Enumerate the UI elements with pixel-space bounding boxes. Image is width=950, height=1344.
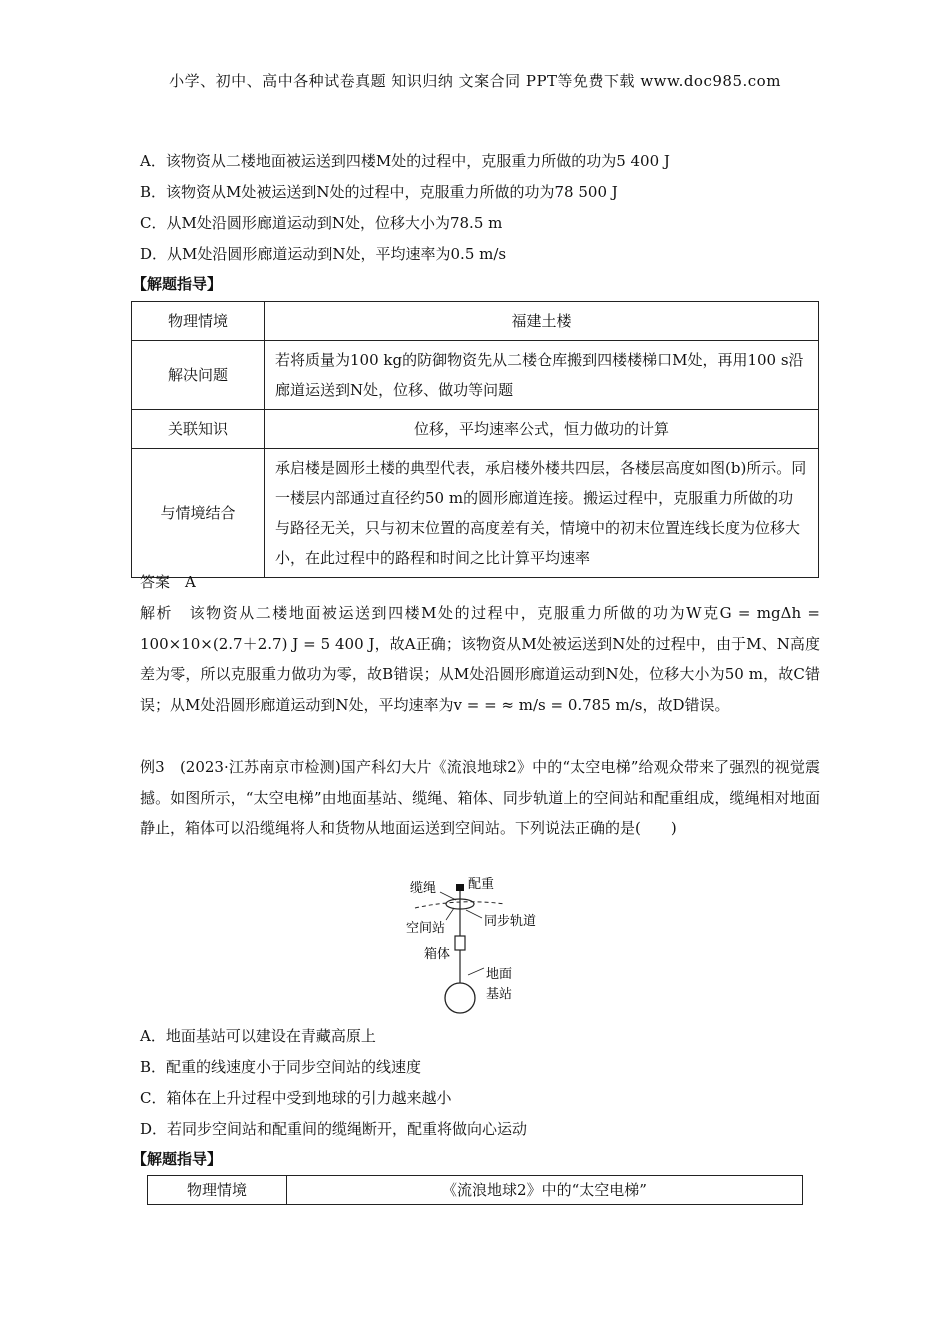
q2-option-d: D．从M处沿圆形廊道运动到N处，平均速率为0.5 m/s: [140, 245, 507, 263]
orbit-label: 同步轨道: [484, 914, 537, 929]
counterweight-shape: [456, 884, 464, 891]
cable-leader: [440, 892, 456, 900]
table-content: 福建土楼: [265, 302, 819, 341]
space-elevator-figure: [400, 870, 560, 1015]
q3-option-b: B．配重的线速度小于同步空间站的线速度: [140, 1058, 422, 1076]
table-label: 关联知识: [132, 410, 265, 449]
ground-leader: [468, 968, 484, 975]
q2-analysis: 解析 该物资从二楼地面被运送到四楼M处的过程中，克服重力所做的功为W克G = mgΔh = 100×10×(2.7＋2.7) J = 5 400 J，故A正确；该物资从M处被运送到N处的过程中，由于M、N高度差为零，所以克服重力做功为零，故B错误；从M处沿圆形廊道运动到N处，位移大小为50 m，故C错误；从M处沿圆形廊道运动到N处，平均速率为v = = ≈ m/s = 0.785 m/s，故D错误。: [140, 604, 820, 714]
q3-stem: 例3 (2023·江苏南京市检测)国产科幻大片《流浪地球2》中的“太空电梯”给观众带来了强烈的视觉震撼。如图所示，“太空电梯”由地面基站、缆绳、箱体、同步轨道上的空间站和配重组成，缆绳相对地面静止，箱体可以沿缆绳将人和货物从地面运送到空间站。下列说法正确的是( ): [140, 758, 820, 837]
q2-option-c: C．从M处沿圆形廊道运动到N处，位移大小为78.5 m: [140, 214, 503, 232]
q3-option-d: D．若同步空间站和配重间的缆绳断开，配重将做向心运动: [140, 1120, 528, 1138]
table-row: [132, 341, 819, 410]
table-row: [132, 410, 819, 449]
q2-option-b: B．该物资从M处被运送到N处的过程中，克服重力所做的功为78 500 J: [140, 183, 618, 201]
table-content: 《流浪地球2》中的“太空电梯”: [287, 1176, 803, 1205]
table-content: 位移，平均速率公式，恒力做功的计算: [265, 410, 819, 449]
box-shape: [455, 936, 465, 950]
table-label: 物理情境: [132, 302, 265, 341]
earth-circle: [445, 983, 475, 1013]
station-leader: [446, 908, 454, 920]
table-row: [148, 1176, 803, 1205]
table-row: [132, 449, 819, 578]
q2-guide-title: 【解题指导】: [132, 275, 223, 293]
q3-guide-table: [147, 1175, 803, 1205]
q2-answer: 答案 A: [140, 573, 196, 591]
table-label: 物理情境: [148, 1176, 287, 1205]
table-content: 承启楼是圆形土楼的典型代表，承启楼外楼共四层，各楼层高度如图(b)所示。同一楼层内部通过直径约50 m的圆形廊道连接。搬运过程中，克服重力所做的功与路径无关，只与初末位置的高度差有关，情境中的初末位置连线长度为位移大小，在此过程中的路程和时间之比计算平均速率: [265, 449, 819, 578]
table-label: 解决问题: [132, 341, 265, 410]
box-label: 箱体: [424, 947, 451, 962]
table-label: 与情境结合: [132, 449, 265, 578]
q3-option-c: C．箱体在上升过程中受到地球的引力越来越小: [140, 1089, 452, 1107]
counterweight-label: 配重: [468, 877, 495, 892]
table-content: 若将质量为100 kg的防御物资先从二楼仓库搬到四楼楼梯口M处，再用100 s沿廊道运送到N处，位移、做功等问题: [265, 341, 819, 410]
orbit-leader: [466, 910, 482, 918]
cable-label: 缆绳: [410, 881, 437, 896]
q3-guide-title: 【解题指导】: [132, 1150, 223, 1168]
table-row: [132, 302, 819, 341]
q2-guide-table: [131, 301, 819, 578]
ground-label-1: 地面: [486, 967, 513, 982]
q3-option-a: A．地面基站可以建设在青藏高原上: [140, 1027, 376, 1045]
q2-option-a: A．该物资从二楼地面被运送到四楼M处的过程中，克服重力所做的功为5 400 J: [140, 152, 670, 170]
page-header: 小学、初中、高中各种试卷真题 知识归纳 文案合同 PPT等免费下载 www.doc985.com: [169, 72, 781, 90]
ground-label-2: 基站: [486, 987, 513, 1002]
station-label: 空间站: [406, 921, 446, 936]
